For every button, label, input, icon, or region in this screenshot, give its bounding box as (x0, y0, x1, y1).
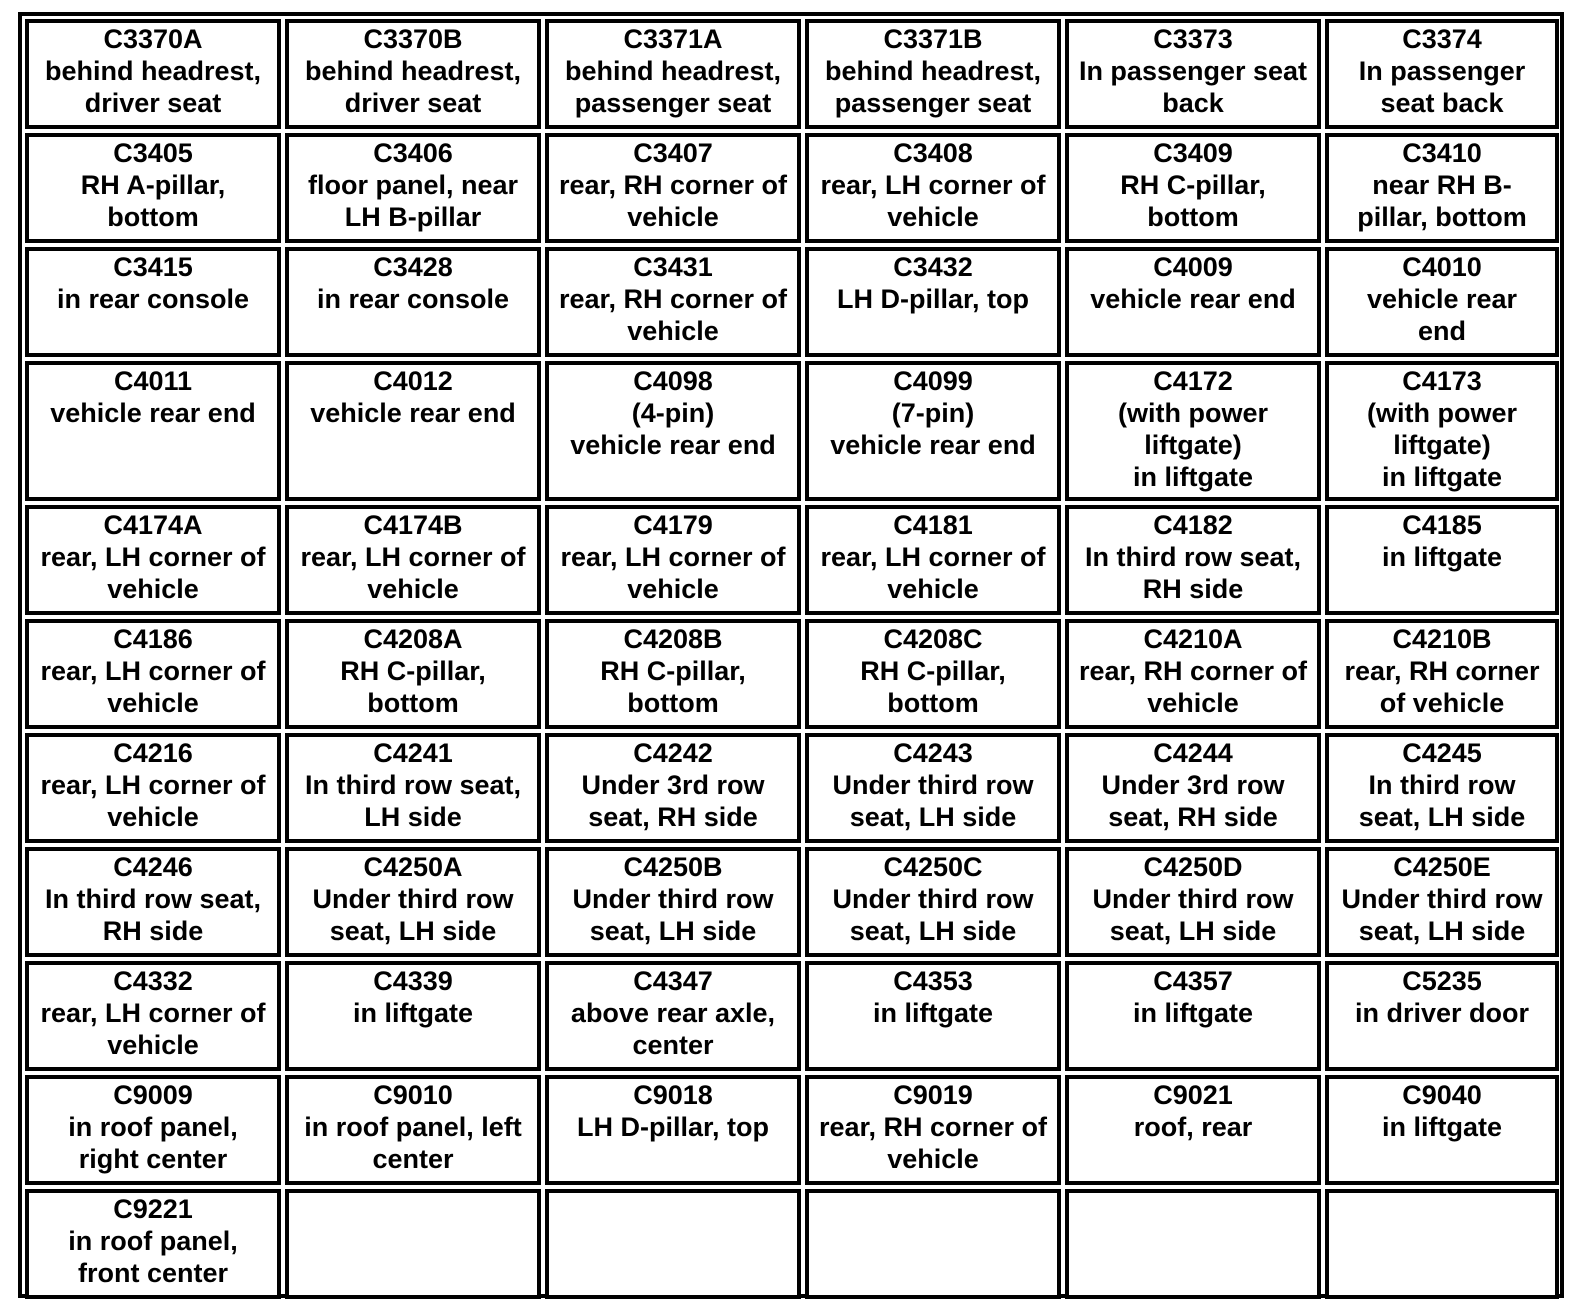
connector-id: C4347 (633, 966, 713, 996)
location-text: Under third row (1092, 884, 1294, 914)
connector-id: C4186 (113, 624, 193, 654)
location-text: vehicle rear end (570, 430, 776, 460)
table-cell (805, 1189, 1061, 1299)
table-cell (545, 961, 801, 1071)
connector-id: C4174A (103, 510, 203, 540)
location-text: vehicle (627, 316, 719, 346)
connector-id: C4011 (113, 366, 193, 396)
connector-id: C3409 (1153, 138, 1233, 168)
location-text: rear, RH corner (1344, 656, 1540, 686)
location-text: LH side (364, 802, 462, 832)
location-text: in driver door (1354, 998, 1530, 1028)
location-text: vehicle (627, 574, 719, 604)
location-text: LH B-pillar (344, 202, 482, 232)
connector-id: C4250B (623, 852, 723, 882)
connector-id: C3371B (883, 24, 983, 54)
location-text: center (372, 1144, 454, 1174)
location-text: vehicle rear end (1090, 284, 1296, 314)
location-text: center (632, 1030, 714, 1060)
location-text: in rear console (316, 284, 510, 314)
connector-id: C9040 (1402, 1080, 1482, 1110)
location-text: end (1417, 316, 1466, 346)
location-text: vehicle (107, 1030, 199, 1060)
table-cell (1325, 733, 1559, 843)
location-text: Under 3rd row (1101, 770, 1285, 800)
location-text: seat, LH side (849, 802, 1017, 832)
location-text: vehicle (107, 688, 199, 718)
location-text: Under third row (312, 884, 514, 914)
location-text: bottom (627, 688, 719, 718)
table-cell (545, 505, 801, 615)
table-cell (1325, 133, 1559, 243)
location-text: seat, LH side (1358, 802, 1526, 832)
table-cell (1065, 247, 1321, 357)
connector-id: C3407 (633, 138, 713, 168)
location-text: (with power (1118, 398, 1268, 428)
location-text: rear, LH corner of (40, 542, 266, 572)
table-cell (285, 961, 541, 1071)
location-text: RH C-pillar, (340, 656, 486, 686)
location-text: (7-pin) (891, 398, 975, 428)
location-text: vehicle (627, 202, 719, 232)
location-text: bottom (367, 688, 459, 718)
connector-id: C3374 (1402, 24, 1482, 54)
connector-id: C4332 (113, 966, 193, 996)
location-text: behind headrest, (824, 56, 1042, 86)
location-text: LH D-pillar, top (837, 284, 1029, 314)
connector-id: C4242 (633, 738, 713, 768)
connector-id: C4243 (893, 738, 973, 768)
table-cell (545, 619, 801, 729)
table-cell (1325, 19, 1559, 129)
location-text: seat back (1380, 88, 1504, 118)
table-cell (1325, 247, 1559, 357)
connector-id: C3415 (113, 252, 193, 282)
location-text: (4-pin) (631, 398, 715, 428)
location-text: vehicle rear end (830, 430, 1036, 460)
table-cell (25, 247, 281, 357)
connector-id: C4173 (1402, 366, 1482, 396)
table-cell (25, 505, 281, 615)
location-text: rear, LH corner of (300, 542, 526, 572)
location-text: rear, RH corner of (558, 170, 788, 200)
table-cell (25, 1075, 281, 1185)
location-text: in roof panel, (68, 1226, 238, 1256)
table-cell (1325, 847, 1559, 957)
table-cell (285, 505, 541, 615)
location-text: seat, LH side (589, 916, 757, 946)
connector-id: C4099 (893, 366, 973, 396)
table-cell (1325, 361, 1559, 501)
location-text: floor panel, near (307, 170, 519, 200)
table-cell (805, 133, 1061, 243)
location-text: in liftgate (873, 998, 993, 1028)
connector-id: C9221 (113, 1194, 193, 1224)
table-cell (1065, 847, 1321, 957)
location-text: Under third row (1341, 884, 1543, 914)
location-text: in roof panel, left (304, 1112, 522, 1142)
location-text: in liftgate (1133, 462, 1253, 492)
location-text: RH C-pillar, (1120, 170, 1266, 200)
connector-id: C9019 (893, 1080, 973, 1110)
location-text: LH D-pillar, top (577, 1112, 769, 1142)
connector-id: C4172 (1153, 366, 1233, 396)
connector-id: C4216 (113, 738, 193, 768)
table-cell (1065, 733, 1321, 843)
location-text: RH C-pillar, (600, 656, 746, 686)
table-cell (805, 619, 1061, 729)
location-text: vehicle rear end (310, 398, 516, 428)
connector-id: C3371A (623, 24, 723, 54)
table-cell (1065, 1189, 1321, 1299)
connector-location-table (18, 12, 1564, 1298)
location-text: bottom (1147, 202, 1239, 232)
connector-id: C4208C (883, 624, 983, 654)
location-text: driver seat (84, 88, 222, 118)
connector-id: C4353 (893, 966, 973, 996)
location-text: seat, RH side (1108, 802, 1278, 832)
connector-id: C9010 (373, 1080, 453, 1110)
connector-id: C4174B (363, 510, 463, 540)
connector-id: C9018 (633, 1080, 713, 1110)
connector-id: C4179 (633, 510, 713, 540)
table-cell (1065, 133, 1321, 243)
location-text: seat, RH side (588, 802, 758, 832)
location-text: rear, LH corner of (40, 656, 266, 686)
table-cell (285, 247, 541, 357)
location-text: In passenger seat (1078, 56, 1308, 86)
location-text: driver seat (344, 88, 482, 118)
table-cell (25, 1189, 281, 1299)
table-cell (545, 847, 801, 957)
table-cell (805, 733, 1061, 843)
location-text: In third row (1368, 770, 1516, 800)
table-cell (1325, 961, 1559, 1071)
connector-id: C4185 (1402, 510, 1482, 540)
location-text: RH A-pillar, (80, 170, 226, 200)
location-text: near RH B- (1372, 170, 1512, 200)
table-cell (1065, 619, 1321, 729)
table-cell (805, 961, 1061, 1071)
location-text: In passenger (1358, 56, 1526, 86)
connector-id: C4182 (1153, 510, 1233, 540)
table-cell (805, 19, 1061, 129)
table-cell (545, 19, 801, 129)
table-cell (25, 961, 281, 1071)
location-text: vehicle rear end (50, 398, 256, 428)
connector-id: C9021 (1153, 1080, 1233, 1110)
table-cell (1325, 1075, 1559, 1185)
location-text: In third row seat, (44, 884, 262, 914)
location-text: rear, RH corner of (1078, 656, 1308, 686)
connector-id: C4339 (373, 966, 453, 996)
location-text: vehicle (1147, 688, 1239, 718)
connector-id: C4208B (623, 624, 723, 654)
table-cell (1065, 361, 1321, 501)
table-cell (1325, 505, 1559, 615)
connector-id: C4010 (1402, 252, 1482, 282)
location-text: Under third row (832, 770, 1034, 800)
table-cell (285, 619, 541, 729)
connector-id: C4009 (1153, 252, 1233, 282)
location-text: (with power (1367, 398, 1517, 428)
location-text: Under 3rd row (581, 770, 765, 800)
location-text: bottom (107, 202, 199, 232)
table-cell (805, 247, 1061, 357)
connector-id: C4210B (1392, 624, 1492, 654)
location-text: seat, LH side (329, 916, 497, 946)
location-text: pillar, bottom (1357, 202, 1527, 232)
table-cell (545, 1075, 801, 1185)
table-cell (1065, 961, 1321, 1071)
table-cell (1325, 1189, 1559, 1299)
location-text: in liftgate (1133, 998, 1253, 1028)
location-text: in liftgate (1382, 462, 1502, 492)
location-text: in liftgate (1382, 542, 1502, 572)
table-cell (285, 361, 541, 501)
connector-id: C4250A (363, 852, 463, 882)
table-cell (285, 1075, 541, 1185)
table-cell (1325, 619, 1559, 729)
table-cell (25, 19, 281, 129)
location-text: vehicle rear (1366, 284, 1518, 314)
location-text: vehicle (367, 574, 459, 604)
location-text: behind headrest, (44, 56, 262, 86)
connector-id: C3373 (1153, 24, 1233, 54)
table-cell (545, 1189, 801, 1299)
location-text: Under third row (832, 884, 1034, 914)
connector-id: C3432 (893, 252, 973, 282)
location-text: In third row seat, (304, 770, 522, 800)
location-text: RH side (1142, 574, 1244, 604)
location-text: vehicle (887, 1144, 979, 1174)
table-cell (25, 619, 281, 729)
connector-id: C4181 (893, 510, 973, 540)
location-text: vehicle (887, 202, 979, 232)
connector-id: C4246 (113, 852, 193, 882)
table-cell (285, 733, 541, 843)
connector-id: C4210A (1143, 624, 1243, 654)
table-cell (285, 1189, 541, 1299)
table-cell (805, 505, 1061, 615)
connector-id: C3405 (113, 138, 193, 168)
connector-id: C4250E (1393, 852, 1491, 882)
location-text: vehicle (887, 574, 979, 604)
table-cell (25, 133, 281, 243)
table-cell (545, 133, 801, 243)
location-text: liftgate) (1393, 430, 1491, 460)
location-text: rear, LH corner of (40, 998, 266, 1028)
location-text: behind headrest, (564, 56, 782, 86)
connector-id: C3370A (103, 24, 203, 54)
location-text: above rear axle, (570, 998, 776, 1028)
location-text: rear, LH corner of (560, 542, 786, 572)
location-text: rear, RH corner of (818, 1112, 1048, 1142)
table-cell (1065, 19, 1321, 129)
location-text: Under third row (572, 884, 774, 914)
location-text: in liftgate (353, 998, 473, 1028)
location-text: front center (77, 1258, 229, 1288)
connector-id: C3410 (1402, 138, 1482, 168)
table-cell (25, 733, 281, 843)
location-text: rear, LH corner of (820, 170, 1046, 200)
location-text: right center (78, 1144, 228, 1174)
table-cell (805, 847, 1061, 957)
table-cell (805, 361, 1061, 501)
connector-id: C3406 (373, 138, 453, 168)
connector-id: C3370B (363, 24, 463, 54)
location-text: seat, LH side (849, 916, 1017, 946)
location-text: rear, LH corner of (40, 770, 266, 800)
location-text: seat, LH side (1109, 916, 1277, 946)
location-text: behind headrest, (304, 56, 522, 86)
connector-id: C3431 (633, 252, 713, 282)
location-text: vehicle (107, 574, 199, 604)
location-text: bottom (887, 688, 979, 718)
connector-id: C4250C (883, 852, 983, 882)
table-cell (25, 361, 281, 501)
connector-id: C4245 (1402, 738, 1482, 768)
connector-id: C4357 (1153, 966, 1233, 996)
connector-id: C4012 (373, 366, 453, 396)
location-text: back (1162, 88, 1224, 118)
location-text: of vehicle (1379, 688, 1505, 718)
table-cell (545, 361, 801, 501)
location-text: RH C-pillar, (860, 656, 1006, 686)
connector-id: C4244 (1153, 738, 1233, 768)
connector-id: C9009 (113, 1080, 193, 1110)
location-text: in liftgate (1382, 1112, 1502, 1142)
location-text: RH side (102, 916, 204, 946)
location-text: rear, RH corner of (558, 284, 788, 314)
location-text: passenger seat (834, 88, 1032, 118)
table-cell (25, 847, 281, 957)
table-cell (285, 847, 541, 957)
connector-id: C5235 (1402, 966, 1482, 996)
connector-id: C4098 (633, 366, 713, 396)
table-cell (805, 1075, 1061, 1185)
connector-id: C4241 (373, 738, 453, 768)
table-cell (1065, 1075, 1321, 1185)
location-text: seat, LH side (1358, 916, 1526, 946)
table-cell (285, 133, 541, 243)
table-cell (285, 19, 541, 129)
connector-id: C3408 (893, 138, 973, 168)
location-text: roof, rear (1133, 1112, 1253, 1142)
location-text: liftgate) (1144, 430, 1242, 460)
location-text: vehicle (107, 802, 199, 832)
location-text: passenger seat (574, 88, 772, 118)
location-text: in rear console (56, 284, 250, 314)
connector-id: C3428 (373, 252, 453, 282)
connector-id: C4208A (363, 624, 463, 654)
location-text: rear, LH corner of (820, 542, 1046, 572)
table-cell (1065, 505, 1321, 615)
location-text: in roof panel, (68, 1112, 238, 1142)
table-cell (545, 733, 801, 843)
location-text: In third row seat, (1084, 542, 1302, 572)
connector-id: C4250D (1143, 852, 1243, 882)
table-cell (545, 247, 801, 357)
